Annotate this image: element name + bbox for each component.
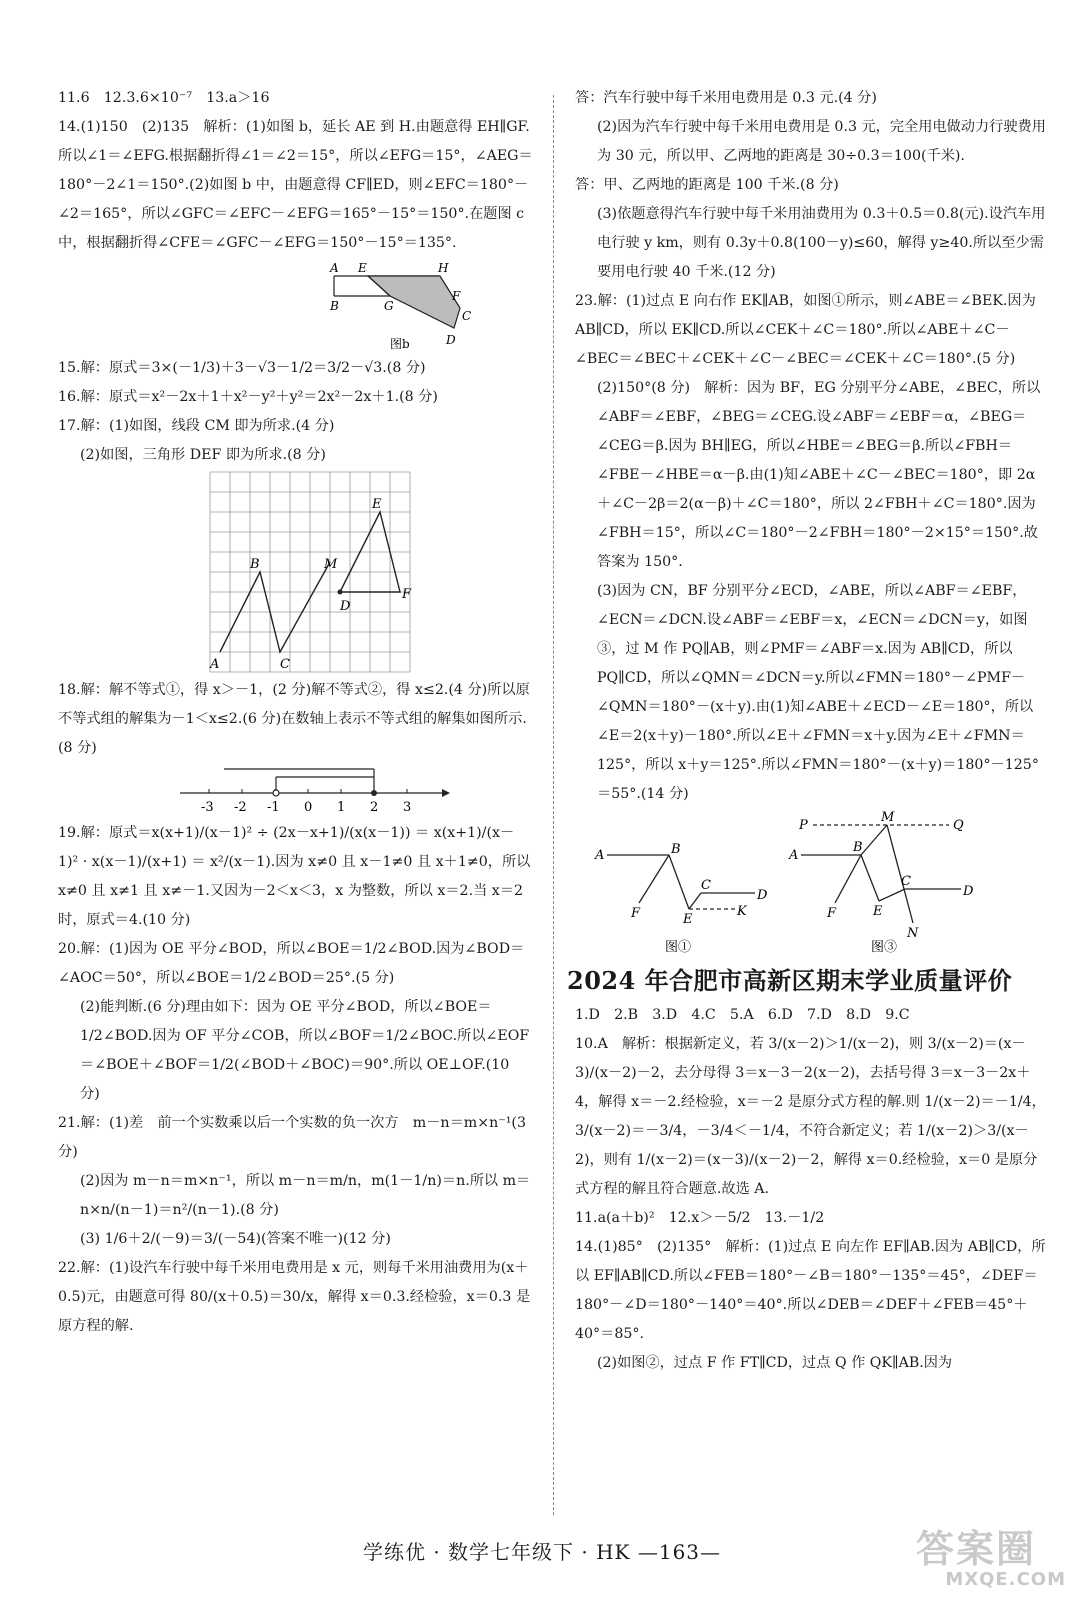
answer-22-ans2: 答：甲、乙两地的距离是 100 千米.(8 分) (575, 177, 839, 193)
answer-20-1: 20.解：(1)因为 OE 平分∠BOD，所以∠BOE＝1/2∠BOD.因为∠BOD＝∠AOC＝50°，所以∠BOE＝1/2∠BOD＝25°.(5 分) (58, 941, 525, 986)
svg-text:C: C (701, 878, 711, 893)
svg-text:A: A (789, 848, 799, 863)
watermark (916, 1518, 1066, 1588)
answer-17-1: 17.解：(1)如图，线段 CM 即为所求.(4 分) (58, 418, 335, 434)
grid-label-e: E (372, 497, 382, 512)
svg-text:Q: Q (953, 818, 964, 833)
fig3-caption: 图③ (871, 940, 898, 955)
answer-17-2: (2)如图，三角形 DEF 即为所求.(8 分) (80, 447, 326, 463)
svg-text:A: A (595, 848, 605, 863)
svg-text:B: B (853, 840, 863, 855)
watermark-url: MXQE.COM (945, 1569, 1066, 1590)
svg-text:B: B (671, 842, 681, 857)
answer-22: 22.解：(1)设汽车行驶中每千米用电费用是 x 元，则每千米用油费用为(x＋0.5)元，由题意可得 80/(x＋0.5)＝30/x，解得 x＝0.3.经检验，x＝0.3 是原方程的解. (58, 1260, 531, 1334)
right-column (567, 84, 1049, 1378)
answer-23-2: (2)150°(8 分) 解析：因为 BF，EG 分别平分∠ABE，∠BEC，所以∠ABF＝∠EBF，∠BEG＝∠CEG.设∠ABF＝∠EBF＝α，∠BEG＝∠CEG＝β.因为 BH∥EG，所以∠HBE＝∠BEG＝β.所以∠FBH＝∠FBE－∠HBE＝α－β.由(1)知∠ABE＋∠C－∠BEC＝180°，即 2α＋∠C－2β＝2(α－β)＋∠C＝180°，所以 2∠FBH＋∠C＝180°.因为∠FBH＝15°，所以∠C＝180°－2∠FBH＝180°－2×15°＝150°.故答案为 150°. (597, 380, 1041, 570)
answer-23-1: 23.解：(1)过点 E 向右作 EK∥AB，如图①所示，则∠ABE＝∠BEK.因为 AB∥CD，所以 EK∥CD.所以∠CEK＋∠C＝180°.所以∠ABE＋∠C－∠BEC＝∠BEC＋∠CEK＋∠C－∠BEC＝∠CEK＋∠C＝180°.(5 分) (575, 293, 1036, 367)
svg-text:D: D (757, 888, 768, 903)
svg-text:P: P (799, 818, 808, 833)
svg-text:E: E (873, 904, 883, 919)
figure-b-caption: 图b (390, 337, 410, 351)
label-c: C (462, 309, 472, 323)
label-f: F (452, 289, 461, 303)
grid-label-c: C (280, 657, 290, 672)
answer-21-1: 21.解：(1)差 前一个实数乘以后一个实数的负一次方 m－n＝m×n⁻¹(3 分) (58, 1115, 526, 1160)
label-b: B (330, 299, 339, 313)
svg-text:C: C (901, 874, 911, 889)
number-line-label: 1 (337, 800, 346, 815)
number-line-label: -3 (201, 800, 214, 815)
answer-line: 11.6 12.3.6×10⁻⁷ 13.a＞16 (58, 90, 270, 106)
answer-10: 10.A 解析：根据新定义，若 3/(x－2)＞1/(x－2)，则 3/(x－2)＝(x－3)/(x－2)－2，去分母得 3＝x－3－2(x－2)，去括号得 3＝x－3－2x＋4，解得 x＝－2.经检验，x＝－2 是原分式方程的解.则 1/(x－2)＝－1/4，3/(x－2)＝－3/4，－3/4＜－1/4，不符合新定义；若 1/(x－2)＞3/(x－2)，则有 1/(x－2)＝(x－3)/(x－2)－2，解得 x＝0.经检验，x＝0 是原分式方程的解且符合题意.故选 A. (575, 1036, 1046, 1197)
grid-label-f: F (402, 587, 412, 602)
answer-14: 14.(1)150 (2)135 解析：(1)如图 b，延长 AE 到 H.由题意得 EH∥GF.所以∠1＝∠EFG.根据翻折得∠1＝∠2＝15°，所以∠EFG＝15°，∠AEG＝180°－2∠1＝150°.(2)如图 b 中，由题意得 CF∥ED，则∠EFC＝180°－∠2＝165°，所以∠GFC＝∠EFC－∠EFG＝165°－15°＝150°.在题图 c 中，根据翻折得∠CFE＝∠GFC－∠EFG＝150°－15°＝135°. (58, 119, 533, 251)
answer-23-3: (3)因为 CN，BF 分别平分∠ECD，∠ABE，所以∠ABF＝∠EBF，∠ECN＝∠DCN.设∠ABF＝∠EBF＝x，∠ECN＝∠DCN＝y，如图③，过 M 作 PQ∥AB，则∠PMF＝∠ABF＝x.因为 AB∥CD，所以 PQ∥CD，所以∠QMN＝∠DCN＝y.所以∠FMN＝180°－∠PMF－∠QMN＝180°－(x＋y).由(1)知∠ABE＋∠ECD－∠E＝180°，所以∠E＝2(x＋y)－180°.所以∠E＋∠FMN＝x＋y.因为∠E＋∠FMN＝125°，所以 x＋y＝125°.所以∠FMN＝180°－(x＋y)＝180°－125°＝55°.(14 分) (597, 583, 1039, 802)
left-column (58, 84, 533, 1341)
answer-22-3: (3)依题意得汽车行驶中每千米用油费用为 0.3＋0.5＝0.8(元).设汽车用电行驶 y km，则有 0.3y＋0.8(100－y)≤60，解得 y≥40.所以至少需要用电行驶 40 千米.(12 分) (597, 206, 1046, 280)
number-line (176, 765, 456, 817)
number-line-label: -2 (234, 800, 247, 815)
answer-22-2: (2)因为汽车行驶中每千米用电费用是 0.3 元，完全用电做动力行驶费用为 30 元，所以甲、乙两地的距离是 30÷0.3＝100(千米). (597, 119, 1046, 164)
answer-22-ans1: 答：汽车行驶中每千米用电费用是 0.3 元.(4 分) (575, 90, 877, 106)
answer-18: 18.解：解不等式①，得 x＞－1，(2 分)解不等式②，得 x≤2.(4 分)所以原不等式组的解集为－1＜x≤2.(6 分)在数轴上表示不等式组的解集如图所示.(8 分) (58, 682, 530, 756)
figures-1-3 (589, 811, 989, 961)
number-line-label: 3 (403, 800, 412, 815)
grid-label-b: B (250, 557, 260, 572)
column-divider (553, 95, 554, 1515)
svg-text:K: K (737, 904, 747, 919)
answer-20-2: (2)能判断.(6 分)理由如下：因为 OE 平分∠BOD，所以∠BOE＝1/2∠BOD.因为 OF 平分∠COB，所以∠BOF＝1/2∠BOC.所以∠EOF＝∠BOE＋∠BOF＝1/2(∠BOD＋∠BOC)＝90°.所以 OE⊥OF.(10 分) (80, 999, 530, 1102)
label-g: G (384, 299, 394, 313)
grid-label-m: M (324, 557, 338, 572)
number-line-label: 0 (304, 800, 313, 815)
svg-text:N: N (907, 926, 919, 941)
figure-b (328, 260, 508, 352)
svg-text:E: E (683, 912, 693, 927)
label-e: E (358, 261, 367, 275)
label-a: A (330, 261, 339, 275)
fig1-caption: 图① (665, 940, 692, 955)
answer-21-2: (2)因为 m－n＝m×n⁻¹，所以 m－n＝m/n，m(1－1/n)＝n.所以 m＝n×n/(n－1)＝n²/(n－1).(8 分) (80, 1173, 531, 1218)
watermark-logo: 答案圈 (916, 1527, 1037, 1571)
answer-11-13: 11.a(a＋b)² 12.x＞－5/2 13.－1/2 (575, 1210, 825, 1226)
grid-label-d: D (340, 599, 351, 614)
answer-21-3: (3) 1/6＋2/(－9)＝3/(－54)(答案不唯一)(12 分) (80, 1231, 391, 1247)
mc-answers: 1.D 2.B 3.D 4.C 5.A 6.D 7.D 8.D 9.C (575, 1007, 910, 1023)
page-footer: 学练优 · 数学七年级下 · HK —163— (362, 1540, 722, 1564)
svg-text:F: F (631, 906, 641, 921)
svg-text:M: M (881, 810, 895, 825)
section-heading: 2024 年合肥市高新区期末学业质量评价 (567, 966, 1013, 995)
svg-text:F: F (827, 906, 837, 921)
grid-label-a: A (210, 657, 220, 672)
grid-figure (200, 472, 410, 674)
answer-16: 16.解：原式＝x²－2x＋1＋x²－y²＋y²＝2x²－2x＋1.(8 分) (58, 389, 438, 405)
answer-15: 15.解：原式＝3×(－1/3)＋3－√3－1/2＝3/2－√3.(8 分) (58, 360, 426, 376)
number-line-label: 2 (370, 800, 379, 815)
answer-19: 19.解：原式＝x(x+1)/(x－1)² ÷ (2x－x+1)/(x(x－1)) ＝ x(x+1)/(x－1)² · x(x－1)/(x+1) ＝ x²/(x－1).因为 x≠0 且 x－1≠0 且 x＋1≠0，所以 x≠0 且 x≠1 且 x≠－1.又因为－2＜x＜3，x 为整数，所以 x＝2.当 x＝2 时，原式＝4.(10 分) (58, 825, 531, 928)
svg-text:D: D (963, 884, 974, 899)
label-h: H (438, 261, 449, 275)
number-line-label: -1 (267, 800, 280, 815)
label-d: D (446, 333, 456, 347)
answer-14b-1: 14.(1)85° (2)135° 解析：(1)过点 E 向左作 EF∥AB.因为 AB∥CD，所以 EF∥AB∥CD.所以∠FEB＝180°－∠B＝180°－135°＝45°，∠DEF＝180°－∠D＝180°－140°＝40°.所以∠DEB＝∠DEF＋∠FEB＝45°＋40°＝85°. (575, 1239, 1046, 1342)
answer-14b-2: (2)如图②，过点 F 作 FT∥CD，过点 Q 作 QK∥AB.因为 (597, 1355, 953, 1371)
